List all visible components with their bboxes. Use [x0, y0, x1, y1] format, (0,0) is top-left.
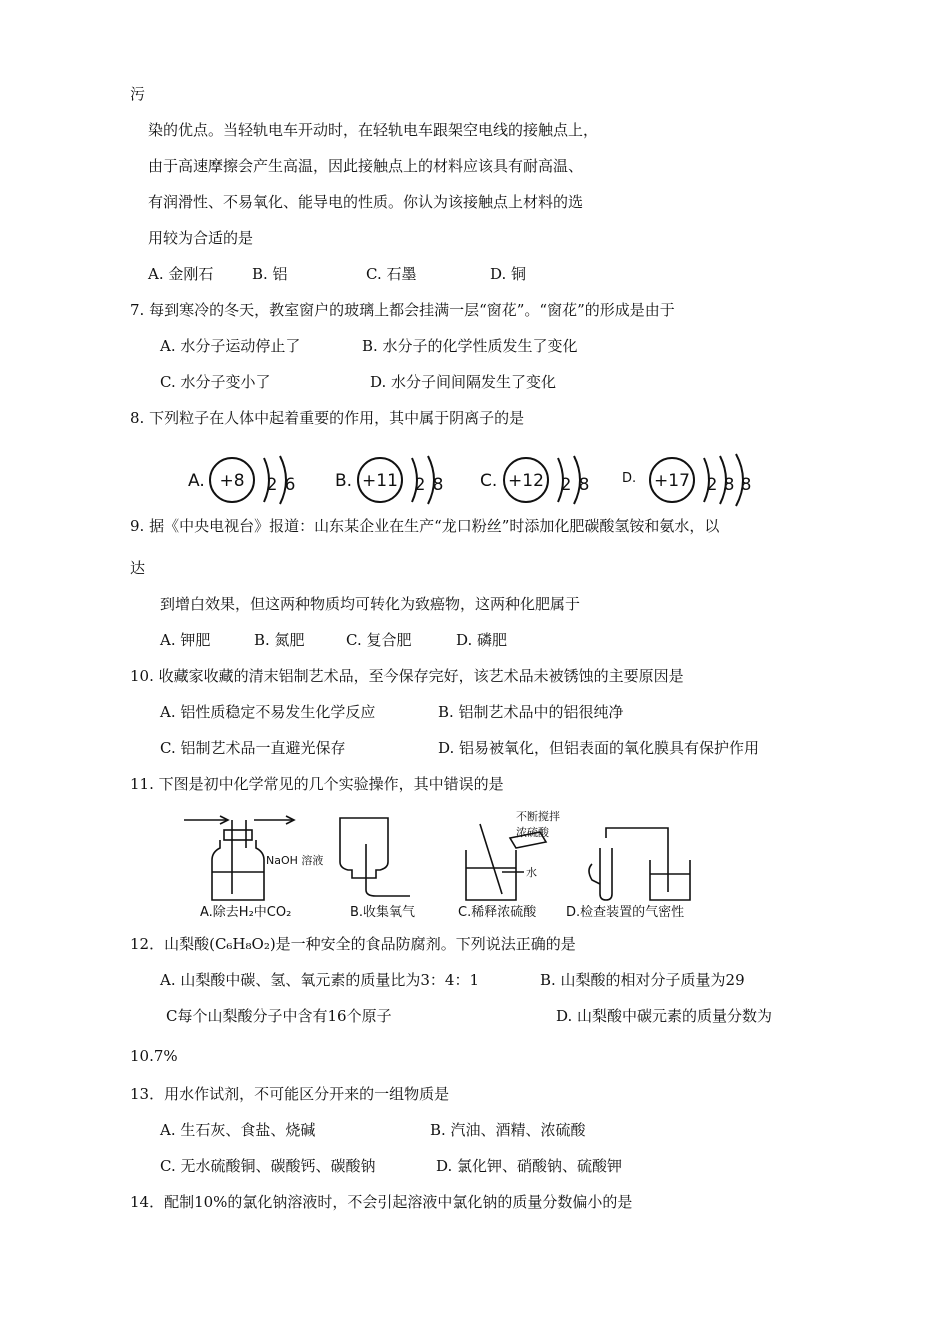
- q12-stem: 12．山梨酸(C₆H₈O₂)是一种安全的食品防腐剂。下列说法正确的是: [130, 935, 576, 953]
- fig-c-caption: C.稀释浓硫酸: [458, 905, 537, 920]
- q7-option-d: D. 水分子间间隔发生了变化: [370, 373, 557, 391]
- q6-option-c: C. 石墨: [366, 265, 417, 283]
- fig-c-stir-note: 不断搅拌: [516, 810, 560, 823]
- q10-option-b: B. 铝制艺术品中的铝很纯净: [438, 703, 624, 721]
- atom-c-shell-2: 8: [578, 475, 590, 495]
- q7-option-b: B. 水分子的化学性质发生了变化: [362, 337, 578, 355]
- q11-lab-figure: [180, 808, 720, 920]
- atom-d-shell-1: 2: [706, 475, 718, 495]
- atom-b-shell-2: 8: [432, 475, 444, 495]
- fig-d-caption: D.检查装置的气密性: [566, 905, 685, 920]
- q10-stem: 10. 收藏家收藏的清末铝制艺术品，至今保存完好，该艺术品未被锈蚀的主要原因是: [130, 667, 684, 685]
- q9-option-c: C. 复合肥: [346, 631, 412, 649]
- atom-b-label: B.: [335, 471, 353, 491]
- q13-option-a: A. 生石灰、食盐、烧碱: [160, 1121, 316, 1139]
- atom-b-shell-1: 2: [414, 475, 426, 495]
- q9-option-b: B. 氮肥: [254, 631, 305, 649]
- q6-option-a: A. 金刚石: [148, 265, 214, 283]
- atom-a-shell-2: 6: [284, 475, 296, 495]
- fig-c-water-note: 水: [526, 866, 537, 879]
- q12-option-a: A. 山梨酸中碳、氢、氧元素的质量比为3：4：1: [160, 971, 480, 989]
- atom-b-nucleus: +11: [362, 471, 398, 491]
- q6-text-line-3: 有润滑性、不易氧化、能导电的性质。你认为该接触点上材料的选: [148, 193, 584, 211]
- q12-option-d-continued: 10.7%: [130, 1047, 178, 1065]
- fig-a-caption: A.除去H₂中CO₂: [200, 905, 292, 920]
- q8-atom-diagram: [180, 446, 770, 510]
- atom-d-shell-3: 8: [740, 475, 752, 495]
- q6-text-line-4: 用较为合适的是: [148, 229, 254, 247]
- atom-d-shell-2: 8: [723, 475, 735, 495]
- q7-option-c: C. 水分子变小了: [160, 373, 271, 391]
- q7-option-a: A. 水分子运动停止了: [160, 337, 301, 355]
- q6-text-line-1: 染的优点。当轻轨电车开动时，在轻轨电车跟架空电线的接触点上，: [148, 121, 599, 139]
- q12-option-b: B. 山梨酸的相对分子质量为29: [540, 971, 745, 989]
- q6-text-line-2: 由于高速摩擦会产生高温，因此接触点上的材料应该具有耐高温、: [148, 157, 584, 175]
- q9-stem-line-3: 到增白效果，但这两种物质均可转化为致癌物，这两种化肥属于: [160, 595, 581, 613]
- q8-stem: 8. 下列粒子在人体中起着重要的作用，其中属于阴离子的是: [130, 409, 525, 427]
- q7-stem: 7. 每到寒冷的冬天，教室窗户的玻璃上都会挂满一层“窗花”。“窗花”的形成是由于: [130, 301, 675, 319]
- q6-option-d: D. 铜: [490, 265, 527, 283]
- q10-option-c: C. 铝制艺术品一直避光保存: [160, 739, 346, 757]
- fig-b-caption: B.收集氧气: [350, 905, 416, 920]
- atom-c-label: C.: [480, 471, 498, 491]
- q9-stem-line-2: 达: [130, 559, 146, 577]
- q12-option-d: D. 山梨酸中碳元素的质量分数为: [556, 1007, 773, 1025]
- q14-stem: 14．配制10%的氯化钠溶液时，不会引起溶液中氯化钠的质量分数偏小的是: [130, 1193, 633, 1211]
- q13-stem: 13．用水作试剂，不可能区分开来的一组物质是: [130, 1085, 450, 1103]
- atom-d-label: D.: [622, 471, 637, 486]
- q10-option-a: A. 铝性质稳定不易发生化学反应: [160, 703, 376, 721]
- q12-option-c: C每个山梨酸分子中含有16个原子: [166, 1007, 392, 1025]
- q10-option-d: D. 铝易被氧化，但铝表面的氧化膜具有保护作用: [438, 739, 760, 757]
- fig-c-acid-note: 浓硫酸: [516, 826, 549, 839]
- q9-stem-line-1: 9. 据《中央电视台》报道：山东某企业在生产“龙口粉丝”时添加化肥碳酸氢铵和氨水，以: [130, 517, 720, 535]
- atom-c-nucleus: +12: [508, 471, 544, 491]
- atom-c-shell-1: 2: [560, 475, 572, 495]
- q11-stem: 11. 下图是初中化学常见的几个实验操作，其中错误的是: [130, 775, 504, 793]
- atom-a-label: A.: [188, 471, 205, 491]
- q13-option-d: D. 氯化钾、硝酸钠、硫酸钾: [436, 1157, 623, 1175]
- atom-d-nucleus: +17: [654, 471, 690, 491]
- q13-option-c: C. 无水硫酸铜、碳酸钙、碳酸钠: [160, 1157, 376, 1175]
- fig-a-solution-label: NaOH 溶液: [266, 854, 324, 867]
- atom-a-nucleus: +8: [219, 471, 245, 491]
- atom-a-shell-1: 2: [266, 475, 278, 495]
- q9-option-d: D. 磷肥: [456, 631, 508, 649]
- q13-option-b: B. 汽油、酒精、浓硫酸: [430, 1121, 586, 1139]
- q6-text-line-0: 污: [130, 85, 146, 103]
- q9-option-a: A. 钾肥: [160, 631, 211, 649]
- q6-option-b: B. 铝: [252, 265, 288, 283]
